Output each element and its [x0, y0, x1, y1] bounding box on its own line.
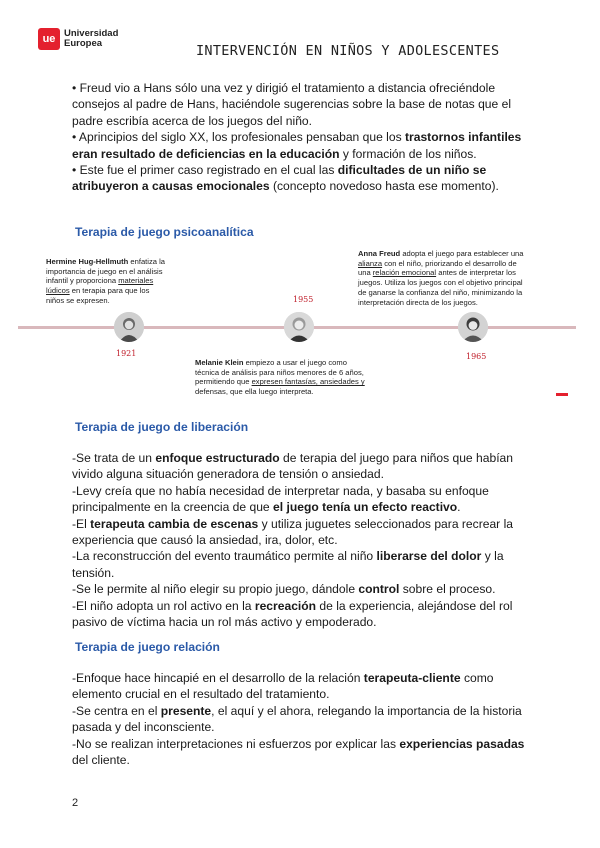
hug-l4-post: en terapia para que los	[69, 286, 150, 296]
release-p6-l1	[72, 598, 572, 614]
release-p1-l1	[72, 450, 572, 466]
bullet-2-line-2	[72, 146, 572, 162]
freud-l2-underline: alianza	[358, 258, 383, 268]
hug-l1: enfatiza la	[128, 257, 166, 266]
hug-line-5: niños se expresen.	[46, 295, 110, 305]
s2-p2-pre: principalmente en la creencia de que	[72, 500, 274, 515]
s2-p1-post: de terapia del juego para niños que habían	[279, 451, 514, 465]
freud-l3-post: antes de interpretar los	[436, 268, 516, 278]
section-title-psychoanalytic: Terapia de juego psicoanalítica	[75, 225, 254, 239]
hug-name: Hermine Hug-Hellmuth	[46, 257, 129, 266]
bullet-1-line-3: padre escribía acerca de los juegos del niño.	[72, 113, 313, 128]
freud-l3-underline: relación emocional	[372, 268, 437, 278]
release-p3-l2: experiencia que causó la ansiedad, ira, dolor, etc.	[72, 533, 338, 548]
s3-p2-bold: presente	[160, 703, 212, 718]
freud-l3-pre: una	[358, 268, 373, 278]
bullet-3-bold-2: atribuyeron a causas emocionales	[72, 179, 270, 194]
anna-freud-portrait	[458, 312, 488, 342]
intro-bullets	[72, 80, 572, 195]
document-title: INTERVENCIÓN EN NIÑOS Y ADOLESCENTES	[196, 43, 500, 59]
hug-line-2: importancia de juego en el análisis	[46, 266, 163, 276]
bullet-2-tail: y formación de los niños.	[339, 146, 477, 161]
hug-line-4	[46, 286, 221, 296]
freud-name: Anna Freud	[358, 249, 401, 258]
s2-p2-post: .	[457, 500, 461, 515]
release-p1-l2: vivido alguna situación generadora de tensión o ansiedad.	[72, 467, 384, 482]
year-1921: 1921	[116, 349, 137, 358]
s3-p3-pre: -No se realizan interpretaciones ni esfuerzos por explicar las	[72, 736, 400, 751]
s3-p1-bold: terapeuta-cliente	[363, 671, 461, 685]
freud-line-5: de ganarse la confianza del niño, minimizando la	[358, 287, 523, 297]
bullet-1-line-1: • Freud vio a Hans sólo una vez y dirigió el tratamiento a distancia ofreciéndole	[72, 81, 496, 95]
release-p6-l2: pasivo de víctima hacia un rol más activo y empoderado.	[72, 615, 377, 630]
freud-l1: adopta el juego para establecer una	[400, 249, 524, 258]
relationship-paragraphs	[72, 670, 572, 768]
s2-p6-bold: recreación	[254, 598, 317, 613]
s2-p4-post: y la	[481, 549, 504, 564]
relationship-p3-l2: del cliente.	[72, 753, 130, 768]
bullet-3-text: • Este fue el primer caso registrado en el cual las	[72, 163, 338, 178]
klein-l3-underline: expresen fantasías, ansiedades y	[251, 377, 365, 387]
release-p2-l1: -Levy creía que no había necesidad de interpretar nada, y basaba su enfoque	[72, 483, 489, 498]
s2-p4-bold: liberarse del dolor	[376, 549, 482, 564]
s3-p2-pre: -Se centra en el	[72, 703, 161, 718]
freud-l2-post: con el niño, priorizando el desarrollo de	[382, 258, 517, 268]
freud-line-3	[358, 268, 583, 278]
bullet-3-bold-1: dificultades de un niño se	[337, 163, 487, 178]
s3-p2-post: , el aquí y el ahora, relegando la importancia de la historia	[211, 703, 522, 718]
s2-p6-pre: -El niño adopta un rol activo en la	[72, 598, 255, 613]
release-p5-l1	[72, 581, 572, 597]
hug-line-1	[46, 257, 221, 267]
section-title-relationship: Terapia de juego relación	[75, 640, 220, 654]
s2-p2-bold: el juego tenía un efecto reactivo	[273, 500, 458, 515]
klein-text	[195, 358, 455, 397]
s2-p4-pre: -La reconstrucción del evento traumático permite al niño	[72, 549, 377, 564]
page-number: 2	[72, 797, 79, 809]
bullet-2-text: • Aprincipios del siglo XX, los profesionales pensaban que los	[72, 130, 405, 145]
klein-l1: empiezo a usar el juego como	[243, 358, 347, 367]
relationship-p2-l1	[72, 703, 572, 719]
klein-line-3	[195, 377, 455, 387]
bullet-3-line-2	[72, 178, 572, 194]
hug-line-3	[46, 276, 221, 286]
bullet-2-bold-1: trastornos infantiles	[405, 130, 522, 145]
bullet-1-line-2: consejos al padre de Hans, haciéndole sugerencias sobre la base de notas que el	[72, 97, 512, 112]
release-p4-l1	[72, 548, 572, 564]
relationship-p3-l1	[72, 736, 572, 752]
bullet-2-line-1	[72, 129, 572, 145]
timeline-end-mark	[556, 393, 568, 396]
s2-p6-post: de la experiencia, alejándose del rol	[316, 598, 513, 613]
s2-p5-post: sobre el proceso.	[399, 582, 496, 597]
release-paragraphs	[72, 450, 572, 630]
klein-line-4: defensas, que ella luego interpreta.	[195, 387, 314, 397]
s2-p3-bold: terapeuta cambia de escenas	[90, 516, 259, 531]
logo-line-2: Europea	[64, 38, 103, 49]
hug-l3-underline: materiales	[118, 276, 154, 286]
freud-line-1	[358, 249, 583, 259]
release-p2-l2	[72, 499, 572, 515]
klein-portrait	[284, 312, 314, 342]
s2-p5-bold: control	[358, 582, 400, 597]
bullet-2-bold-2: eran resultado de deficiencias en la educación	[72, 146, 340, 161]
freud-line-2	[358, 259, 583, 269]
s2-p3-pre: -El	[72, 516, 91, 531]
bullet-3-line-1	[72, 162, 572, 178]
s3-p1-pre: -Enfoque hace hincapié en el desarrollo de la relación	[72, 671, 364, 685]
section-title-release: Terapia de juego de liberación	[75, 420, 249, 434]
s3-p3-bold: experiencias pasadas	[399, 736, 525, 751]
anna-freud-text	[358, 249, 583, 307]
s2-p1-pre: -Se trata de un	[72, 451, 156, 465]
release-p3-l1	[72, 516, 572, 532]
timeline	[0, 240, 600, 410]
s3-p1-post: como	[460, 671, 494, 685]
klein-line-1	[195, 358, 455, 368]
university-logo	[38, 28, 118, 50]
s2-p5-pre: -Se le permite al niño elegir su propio juego, dándole	[72, 582, 359, 597]
logo-text	[64, 29, 118, 49]
relationship-p2-l2: pasada y del inconsciente.	[72, 720, 215, 735]
freud-line-6: interpretación directa de los juegos.	[358, 297, 478, 307]
s2-p3-post: y utiliza juguetes seleccionados para recrear la	[258, 516, 513, 531]
hug-hellmuth-portrait	[114, 312, 144, 342]
year-1965: 1965	[466, 352, 487, 361]
hug-l4-underline: lúdicos	[46, 286, 70, 296]
klein-name: Melanie Klein	[195, 358, 244, 367]
relationship-p1-l2: elemento crucial en el resultado del tratamiento.	[72, 687, 330, 702]
klein-l3-pre: permitiendo que	[195, 377, 252, 387]
hug-l3-pre: infantil y proporciona	[46, 276, 119, 286]
logo-line-1: Universidad	[64, 28, 119, 39]
bullet-3-tail: (concepto novedoso hasta ese momento).	[269, 179, 499, 194]
year-1955: 1955	[293, 295, 314, 304]
klein-line-2: técnica de análisis para niños menores de 6 años,	[195, 367, 364, 377]
s2-p1-bold: enfoque estructurado	[155, 451, 280, 465]
logo-mark: ue	[38, 28, 60, 50]
hug-hellmuth-text	[46, 257, 221, 306]
relationship-p1-l1	[72, 670, 572, 686]
freud-line-4: juegos. Utiliza los juegos con el objetivo principal	[358, 278, 523, 288]
release-p4-l2: tensión.	[72, 565, 115, 580]
